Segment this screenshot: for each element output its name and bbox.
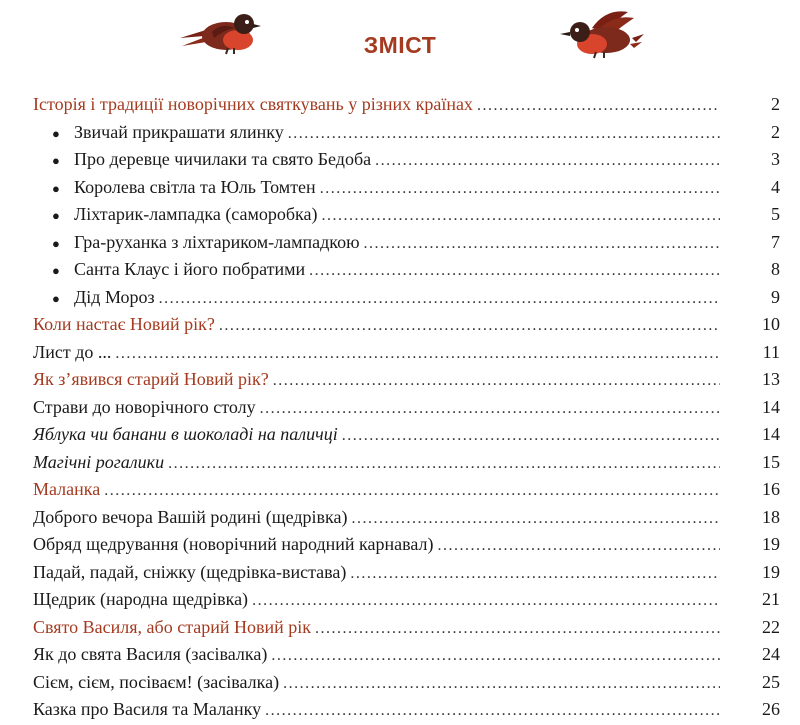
toc-entry-line <box>52 174 726 202</box>
toc-entry-line <box>52 201 726 229</box>
toc-entry-page-number: 7 <box>771 231 780 252</box>
toc-entry[interactable] <box>0 119 800 147</box>
toc-entry[interactable] <box>0 449 800 477</box>
toc-entry-page-number: 16 <box>762 479 780 499</box>
page-title: ЗМІСТ <box>363 32 437 58</box>
toc-entry-title: Дід Мороз <box>74 286 155 307</box>
toc-entry-page-number: 14 <box>762 396 780 417</box>
toc-entry-title: Казка про Василя та Маланку <box>33 699 262 719</box>
dot-leader <box>252 587 720 615</box>
dot-leader <box>219 312 720 340</box>
toc-entry-title: Обряд щедрування (новорічний народний карнавал) <box>33 534 434 554</box>
toc-entry-line <box>52 284 726 312</box>
toc-entry-page-number: 18 <box>762 506 780 527</box>
toc-entry-title: Страви до новорічного столу <box>33 396 256 417</box>
toc-entry-page-number: 19 <box>762 561 780 582</box>
dot-leader <box>260 395 720 423</box>
toc-entry-page-number: 9 <box>771 286 780 307</box>
toc-entry-title: Коли настає Новий рік? <box>33 314 215 334</box>
toc-entry-page-number: 10 <box>762 314 780 334</box>
dot-leader <box>438 532 720 560</box>
toc-entry-title: Санта Клаус і його побратими <box>74 259 306 279</box>
dot-leader <box>265 697 720 725</box>
toc-entry-title: Гра-руханка з ліхтариком-лампадкою <box>74 231 360 252</box>
toc-entry-line <box>33 339 726 367</box>
dot-leader <box>283 670 720 698</box>
bullet-icon: ● <box>52 235 60 251</box>
toc-entry[interactable] <box>0 229 800 257</box>
toc-entry[interactable] <box>0 366 800 394</box>
toc-entry[interactable] <box>0 421 800 449</box>
dot-leader <box>159 285 720 313</box>
toc-entry-line <box>52 146 726 174</box>
toc-entry-title: Яблука чи банани в шоколаді на паличці <box>33 424 338 444</box>
toc-entry-page-number: 24 <box>762 644 780 664</box>
toc-entry[interactable] <box>0 311 800 339</box>
bullet-icon: ● <box>52 208 60 223</box>
toc-entry-title: Як з’явився старий Новий рік? <box>33 369 269 389</box>
toc-entry[interactable] <box>0 256 800 284</box>
toc-entry-line <box>33 669 726 697</box>
toc-entry-page-number: 11 <box>762 341 780 362</box>
toc-entry-line <box>33 559 726 587</box>
dot-leader <box>322 202 720 230</box>
toc-entry[interactable] <box>0 586 800 614</box>
toc-entry-line <box>33 91 726 119</box>
toc-entry-page-number: 26 <box>762 699 780 719</box>
toc-entry-page-number: 14 <box>762 424 780 444</box>
toc-entry[interactable] <box>0 476 800 504</box>
toc-entry[interactable] <box>0 614 800 642</box>
toc-entry-line <box>33 449 726 477</box>
dot-leader <box>309 257 720 285</box>
bullet-icon: ● <box>52 290 60 306</box>
toc-entry-page-number: 2 <box>771 121 780 142</box>
toc-entry-line <box>52 256 726 284</box>
toc-entry[interactable] <box>0 394 800 422</box>
toc-entry-line <box>33 504 726 532</box>
bullet-icon: ● <box>52 180 60 196</box>
toc-entry-line <box>33 366 726 394</box>
toc-entry[interactable] <box>0 284 800 312</box>
toc-entry-page-number: 25 <box>762 671 780 692</box>
toc-entry-line <box>33 476 726 504</box>
dot-leader <box>351 505 720 533</box>
bullet-icon: ● <box>52 125 60 141</box>
dot-leader <box>168 450 720 478</box>
table-of-contents <box>0 91 800 724</box>
dot-leader <box>364 230 720 258</box>
toc-entry-title: Маланка <box>33 479 101 499</box>
toc-entry-line <box>52 119 726 147</box>
toc-entry-page-number: 8 <box>771 259 780 279</box>
toc-entry-line <box>33 531 726 559</box>
toc-entry-page-number: 2 <box>771 94 780 114</box>
toc-entry-title: Ліхтарик-лампадка (саморобка) <box>74 204 318 224</box>
dot-leader <box>477 92 720 120</box>
toc-entry[interactable] <box>0 146 800 174</box>
dot-leader <box>271 642 720 670</box>
toc-entry-title: Магічні рогалики <box>33 451 165 472</box>
toc-entry-title: Лист до ... <box>33 341 112 362</box>
dot-leader <box>115 340 720 368</box>
toc-entry[interactable] <box>0 669 800 697</box>
toc-entry-line <box>33 614 726 642</box>
toc-entry[interactable] <box>0 559 800 587</box>
toc-entry-page-number: 22 <box>762 616 780 637</box>
toc-entry-page-number: 19 <box>762 534 780 554</box>
toc-entry-page-number: 4 <box>771 176 780 197</box>
toc-entry-title: Як до свята Василя (засівалка) <box>33 644 268 664</box>
dot-leader <box>315 615 720 643</box>
toc-entry-title: Доброго вечора Вашій родині (щедрівка) <box>33 506 348 527</box>
toc-entry[interactable] <box>0 201 800 229</box>
dot-leader <box>350 560 720 588</box>
toc-entry[interactable] <box>0 504 800 532</box>
toc-entry[interactable] <box>0 531 800 559</box>
toc-entry-page-number: 13 <box>762 369 780 389</box>
dot-leader <box>320 175 720 203</box>
toc-entry[interactable] <box>0 174 800 202</box>
dot-leader <box>342 422 720 450</box>
toc-entry-title: Звичай прикрашати ялинку <box>74 121 284 142</box>
toc-entry-title: Історія і традиції новорічних святкувань у різних країнах <box>33 94 473 114</box>
toc-entry-page-number: 3 <box>771 149 780 169</box>
toc-entry-line <box>33 421 726 449</box>
toc-entry-page-number: 5 <box>771 204 780 224</box>
toc-entry[interactable] <box>0 91 800 119</box>
dot-leader <box>104 477 720 505</box>
toc-entry-line <box>33 641 726 669</box>
toc-entry-page-number: 21 <box>762 589 780 609</box>
toc-entry-title: Королева світла та Юль Томтен <box>74 176 316 197</box>
toc-entry-page-number: 15 <box>762 451 780 472</box>
toc-entry-line <box>52 229 726 257</box>
toc-entry-title: Щедрик (народна щедрівка) <box>33 589 249 609</box>
toc-entry-title: Падай, падай, сніжку (щедрівка-вистава) <box>33 561 347 582</box>
toc-entry-line <box>33 394 726 422</box>
dot-leader <box>273 367 720 395</box>
toc-entry-title: Свято Василя, або старий Новий рік <box>33 616 312 637</box>
toc-entry[interactable] <box>0 339 800 367</box>
dot-leader <box>288 120 720 148</box>
bullet-icon: ● <box>52 153 60 168</box>
toc-entry-line <box>33 311 726 339</box>
toc-entry-title: Сієм, сієм, посіваєм! (засівалка) <box>33 671 280 692</box>
bullet-icon: ● <box>52 263 60 278</box>
toc-entry-title: Про деревце чичилаки та свято Бедоба <box>74 149 372 169</box>
toc-entry-line <box>33 586 726 614</box>
dot-leader <box>375 147 720 175</box>
toc-entry[interactable] <box>0 641 800 669</box>
